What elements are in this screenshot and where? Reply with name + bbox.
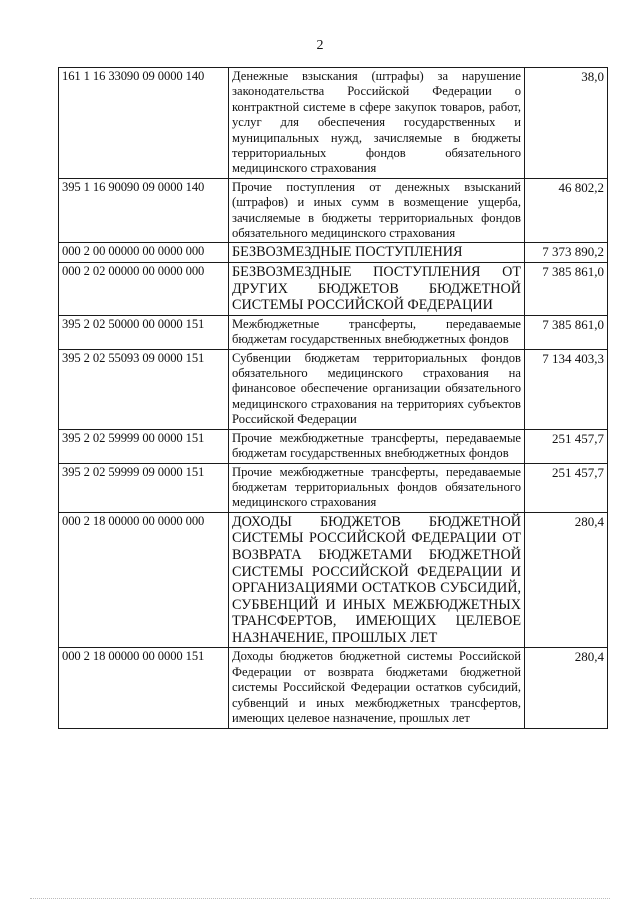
description-cell: Доходы бюджетов бюджетной системы Российской Федерации от возврата бюджетами бюджетной системы Российской Федерации остатков субсидий, субвенций и иных межбюджетных трансфертов, имеющих целевое назначение, прошлых лет [229, 648, 525, 728]
description-cell: Субвенции бюджетам территориальных фондов обязательного медицинского страхования на финансовое обеспечение организации обязательного медицинского страхования на территориях субъектов Российской Федерации [229, 349, 525, 429]
amount-cell: 251 457,7 [525, 463, 608, 512]
description-cell: Денежные взыскания (штрафы) за нарушение законодательства Российской Федерации о контрактной системе в сфере закупок товаров, работ, услуг для обеспечения государственных и муниципальных нужд, зачисляемые в бюджеты территориальных фондов обязательного медицинского страхования [229, 68, 525, 179]
budget-code-cell: 395 2 02 50000 00 0000 151 [59, 315, 229, 349]
amount-cell: 280,4 [525, 512, 608, 648]
amount-cell: 7 385 861,0 [525, 263, 608, 316]
amount-cell: 38,0 [525, 68, 608, 179]
description-cell: Прочие межбюджетные трансферты, передаваемые бюджетам территориальных фондов обязательного медицинского страхования [229, 463, 525, 512]
description-cell: БЕЗВОЗМЕЗДНЫЕ ПОСТУПЛЕНИЯ ОТ ДРУГИХ БЮДЖЕТОВ БЮДЖЕТНОЙ СИСТЕМЫ РОССИЙСКОЙ ФЕДЕРАЦИИ [229, 263, 525, 316]
description-cell: Межбюджетные трансферты, передаваемые бюджетам государственных внебюджетных фондов [229, 315, 525, 349]
amount-cell: 251 457,7 [525, 429, 608, 463]
budget-code-cell: 000 2 18 00000 00 0000 151 [59, 648, 229, 728]
page-edge-divider [30, 898, 610, 899]
budget-code-cell: 395 2 02 59999 00 0000 151 [59, 429, 229, 463]
budget-code-cell: 161 1 16 33090 09 0000 140 [59, 68, 229, 179]
budget-code-cell: 000 2 00 00000 00 0000 000 [59, 243, 229, 263]
description-cell: БЕЗВОЗМЕЗДНЫЕ ПОСТУПЛЕНИЯ [229, 243, 525, 263]
description-cell: ДОХОДЫ БЮДЖЕТОВ БЮДЖЕТНОЙ СИСТЕМЫ РОССИЙСКОЙ ФЕДЕРАЦИИ ОТ ВОЗВРАТА БЮДЖЕТАМИ БЮДЖЕТНОЙ СИСТЕМЫ РОССИЙСКОЙ ФЕДЕРАЦИИ И ОРГАНИЗАЦИЯМИ ОСТАТКОВ СУБСИДИЙ, СУБВЕНЦИЙ И ИНЫХ МЕЖБЮДЖЕТНЫХ ТРАНСФЕРТОВ, ИМЕЮЩИХ ЦЕЛЕВОЕ НАЗНАЧЕНИЕ, ПРОШЛЫХ ЛЕТ [229, 512, 525, 648]
budget-code-cell: 000 2 02 00000 00 0000 000 [59, 263, 229, 316]
amount-cell: 7 385 861,0 [525, 315, 608, 349]
table-row [59, 463, 608, 512]
description-cell: Прочие межбюджетные трансферты, передаваемые бюджетам государственных внебюджетных фондов [229, 429, 525, 463]
table-row [59, 648, 608, 728]
page-number: 2 [316, 38, 324, 53]
table-row [59, 68, 608, 179]
description-cell: Прочие поступления от денежных взысканий (штрафов) и иных сумм в возмещение ущерба, зачисляемые в бюджеты территориальных фондов обязательного медицинского страхования [229, 178, 525, 243]
table-row [59, 512, 608, 648]
amount-cell: 7 373 890,2 [525, 243, 608, 263]
table-row [59, 315, 608, 349]
table-row [59, 243, 608, 263]
amount-cell: 280,4 [525, 648, 608, 728]
budget-code-cell: 000 2 18 00000 00 0000 000 [59, 512, 229, 648]
budget-code-cell: 395 1 16 90090 09 0000 140 [59, 178, 229, 243]
amount-cell: 46 802,2 [525, 178, 608, 243]
budget-code-cell: 395 2 02 59999 09 0000 151 [59, 463, 229, 512]
table-row [59, 178, 608, 243]
budget-code-cell: 395 2 02 55093 09 0000 151 [59, 349, 229, 429]
amount-cell: 7 134 403,3 [525, 349, 608, 429]
revenue-table [58, 67, 608, 729]
table-row [59, 349, 608, 429]
table-row [59, 263, 608, 316]
table-row [59, 429, 608, 463]
